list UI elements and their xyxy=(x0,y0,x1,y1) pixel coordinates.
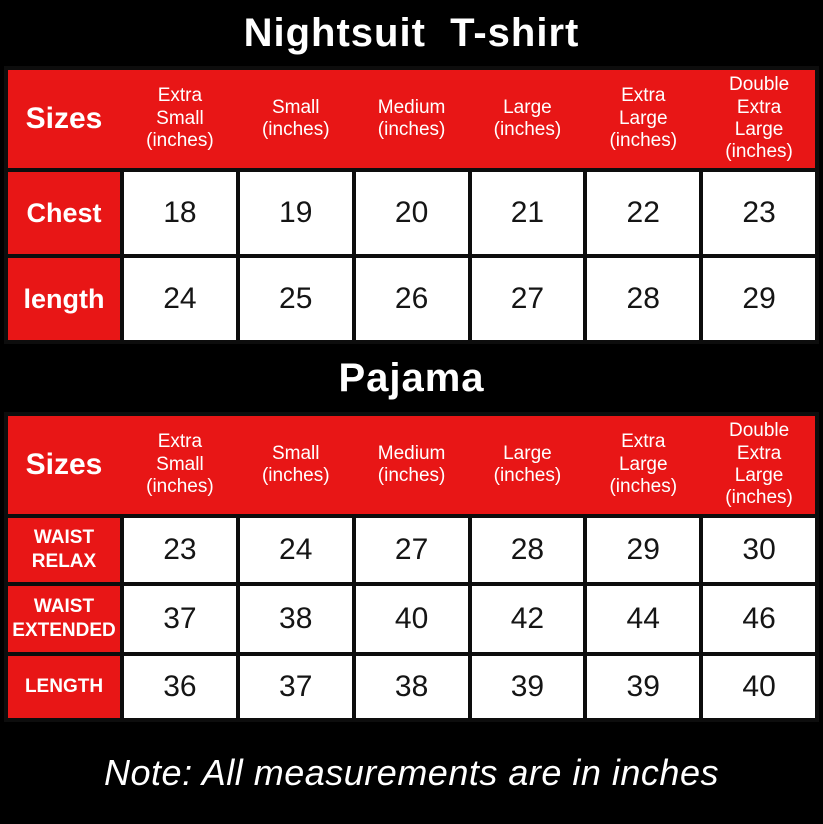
column-header-double-extra-large: Double Extra Large (inches) xyxy=(725,74,793,163)
column-header-medium: Medium (inches) xyxy=(377,442,446,486)
chest-small-value: 19 xyxy=(240,172,352,254)
waist-extended-small-value: 38 xyxy=(240,586,352,652)
pajama-length-small-value: 37 xyxy=(240,656,352,718)
row-label-waist-extended: WAIST EXTENDED xyxy=(8,586,120,652)
column-header-extra-small: Extra Small (inches) xyxy=(146,85,214,152)
waist-extended-extra-large-value: 44 xyxy=(587,586,699,652)
length-row xyxy=(8,258,815,340)
pajama-size-table xyxy=(4,412,819,722)
column-header-extra-small: Extra Small (inches) xyxy=(146,431,214,498)
chest-extra-large-value: 22 xyxy=(587,172,699,254)
column-header-large: Large (inches) xyxy=(493,442,562,486)
column-header-small: Small (inches) xyxy=(261,96,330,140)
waist-relax-extra-large-value: 29 xyxy=(587,518,699,582)
waist-relax-large-value: 28 xyxy=(472,518,584,582)
chest-double-extra-large-value: 23 xyxy=(703,172,815,254)
row-label-pajama-length: LENGTH xyxy=(8,656,120,718)
column-header-extra-large: Extra Large (inches) xyxy=(609,431,678,498)
pajama-length-row xyxy=(8,656,815,718)
column-header-double-extra-large: Double Extra Large (inches) xyxy=(725,420,793,509)
sizes-column-header: Sizes xyxy=(25,102,103,136)
row-label-chest: Chest xyxy=(8,172,120,254)
chest-medium-value: 20 xyxy=(356,172,468,254)
tshirt-header-row xyxy=(8,70,815,168)
column-header-medium: Medium (inches) xyxy=(377,96,446,140)
length-double-extra-large-value: 29 xyxy=(703,258,815,340)
pajama-length-medium-value: 38 xyxy=(356,656,468,718)
pajama-length-large-value: 39 xyxy=(472,656,584,718)
column-header-extra-large: Extra Large (inches) xyxy=(609,85,678,152)
row-label-length: length xyxy=(8,258,120,340)
waist-relax-medium-value: 27 xyxy=(356,518,468,582)
length-small-value: 25 xyxy=(240,258,352,340)
tshirt-table-title: Nightsuit T-shirt xyxy=(243,10,580,55)
length-medium-value: 26 xyxy=(356,258,468,340)
pajama-length-extra-large-value: 39 xyxy=(587,656,699,718)
waist-extended-large-value: 42 xyxy=(472,586,584,652)
waist-extended-double-extra-large-value: 46 xyxy=(703,586,815,652)
column-header-large: Large (inches) xyxy=(493,96,562,140)
note-text: Note: All measurements are in inches xyxy=(104,752,719,793)
waist-relax-extra-small-value: 23 xyxy=(124,518,236,582)
pajama-header-row xyxy=(8,416,815,514)
length-large-value: 27 xyxy=(472,258,584,340)
waist-extended-row xyxy=(8,586,815,652)
row-label-waist-relax: WAIST RELAX xyxy=(8,518,120,582)
column-header-small: Small (inches) xyxy=(261,442,330,486)
pajama-length-extra-small-value: 36 xyxy=(124,656,236,718)
waist-extended-extra-small-value: 37 xyxy=(124,586,236,652)
length-extra-large-value: 28 xyxy=(587,258,699,340)
waist-relax-double-extra-large-value: 30 xyxy=(703,518,815,582)
tshirt-size-table xyxy=(4,66,819,344)
chest-row xyxy=(8,172,815,254)
chest-extra-small-value: 18 xyxy=(124,172,236,254)
chest-large-value: 21 xyxy=(472,172,584,254)
waist-relax-row xyxy=(8,518,815,582)
waist-extended-medium-value: 40 xyxy=(356,586,468,652)
sizes-column-header: Sizes xyxy=(25,448,103,482)
waist-relax-small-value: 24 xyxy=(240,518,352,582)
length-extra-small-value: 24 xyxy=(124,258,236,340)
pajama-table-title: Pajama xyxy=(338,355,485,400)
pajama-length-double-extra-large-value: 40 xyxy=(703,656,815,718)
